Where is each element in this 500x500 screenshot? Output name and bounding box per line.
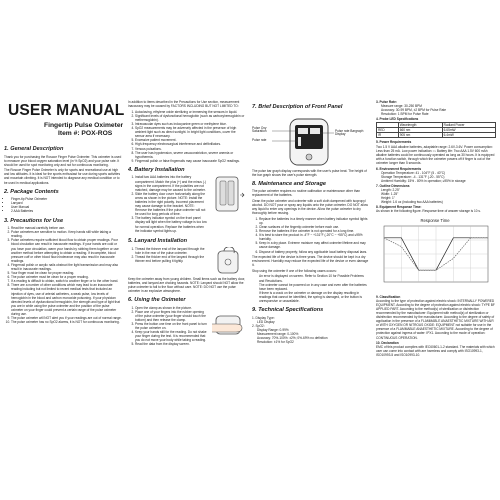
label-bargraph: Pulse rate Bargraph Display <box>335 128 364 137</box>
spec-line: Storage Temperature: -4 - 131°F (-20 - 55°C) <box>381 174 445 179</box>
power-title: 5. Power Requirements <box>376 140 412 145</box>
lanyard-list <box>128 247 207 276</box>
maintenance-paragraph-4: Stop using the oximeter if one of the following cases occurs: <box>252 268 337 273</box>
section-title-maintenance: 8. Maintenance and Storage <box>252 180 326 187</box>
dimensions-title: 7. Outline Dimensions <box>376 183 410 188</box>
maintenance-paragraph-3: The expected life of the device is three years. The device should be kept in a dry environment. Humidity may reduce the expected life of the device or even damage it. <box>252 255 369 268</box>
manual-title: USER MANUAL <box>8 102 125 119</box>
spec-line: Measurement range: 0-100% <box>257 332 299 336</box>
table-header-cell: Radiant Power <box>442 123 495 128</box>
front-panel-figure <box>252 113 370 169</box>
spec-line: Width: 1.25" <box>381 192 399 197</box>
maintenance-list <box>252 217 370 254</box>
maintenance-paragraph-1: The pulse oximeter requires no routine calibration or maintenance other than replacement of the batteries. <box>252 189 361 198</box>
list-item: • An error is displayed on screen. Refer to Section 10 for Possible Problems and Resolutions. <box>259 274 370 282</box>
spec-line: Accuracy: 70%-100%: ±2%; 0%-69% no definition <box>257 336 328 341</box>
list-item: 1. Replace the batteries in a timely manner when battery indicator symbol lights up. <box>259 217 370 225</box>
list-item: • Finger-tip Pulse Oximeter <box>11 197 122 201</box>
list-item: 2. Pulse oximeters are sensitive to motion. Keep hands still while taking a reading. <box>11 230 122 238</box>
precautions-list <box>4 226 122 324</box>
factors-list <box>128 110 246 163</box>
section-title-general: 1. General Description <box>4 146 64 152</box>
column-2 <box>128 100 246 500</box>
product-subtitle: Fingertip Pulse Oximeter <box>44 122 124 129</box>
list-item: 4. SpO2 measurements may be adversely affected in the presence of high ambient light such as direct sunlight. In bright light conditions, cover the sensor area if necessary. <box>135 126 246 138</box>
list-item: 1. Open the clamp as shown in the picture. <box>135 306 207 310</box>
response-time-chart <box>376 216 496 293</box>
list-item: 10. The pulse oximeter has no SpO2 alarms, it is NOT for continuous monitoring. <box>11 320 122 324</box>
spec-line: 2. SpO2: <box>252 323 265 328</box>
table-header-cell: Wavelength <box>398 123 442 128</box>
label-pulse-rate: Pulse rate <box>252 137 267 142</box>
list-item: • If there is a crack on the oximeter or damage on the display resulting in readings that cannot be identified, the spring is damaged, or the button is unresponsive or unavailable. <box>259 291 370 303</box>
list-item: 3. The battery indicator symbol on the front panel display will light when the battery voltage is too low for normal operation. Replace the batteries when the indicator symbol lights up. <box>135 216 207 232</box>
section-title-battery: 4. Battery Installation <box>128 166 185 173</box>
list-item: • User Manual <box>11 205 122 209</box>
list-item: 3. Press the button one time on the front panel to turn the pulse oximeter on. <box>135 322 207 330</box>
column-3 <box>252 100 370 500</box>
package-list <box>4 197 122 213</box>
environment-title: 6. Environment Requirements <box>376 166 422 171</box>
spec-line: LED Display <box>257 319 275 324</box>
response-paragraph: As shown in the following figure. Response time of answer storage is 10 s. <box>376 209 481 214</box>
list-item: 8. The user has hypotension, severe vasoconstriction, severe anemia or hypothermia. <box>135 151 246 159</box>
spec-line: Display Range: 0-99% <box>257 327 289 332</box>
list-item: 9. Fingernail polish or false fingernails may cause inaccurate SpO2 readings. <box>135 159 246 163</box>
spec-line: Length: 2.25" <box>381 188 400 192</box>
table-cell: 6.65mW <box>442 128 495 133</box>
list-item: 5. Excessive patient movement. <box>135 138 246 142</box>
maintenance-paragraph-2: Clean the pulse oximeter and oximeter with a soft cloth dampened with isopropyl alcohol. DO NOT pour or spray any liquids onto the pulse oximeter. DO NOT allow any liquid to enter any openings in the device. Allow the pulse oximeter to dry thoroughly before reusing. <box>252 198 368 216</box>
declaration-title: 10. Declaration <box>376 341 399 346</box>
table-cell: 6.4mW <box>442 133 495 138</box>
list-item: 1. Install two AAA batteries into the battery compartment. Match the plus (+) and the minus (-) signs in the compartment. If the polarities are not matched, damage may be caused to the oximeter. <box>135 175 207 191</box>
section-title-using: 6. Using the Oximeter <box>128 297 186 304</box>
list-item: 6. Dispose of battery properly; follow any applicable local battery disposal laws. <box>259 250 370 254</box>
list-item: 5. Your finger must be clean for proper reading. <box>11 271 122 275</box>
list-item: 8. There are a number of other conditions which may lead to an inaccurate reading including but not limited to recent medical tests that included an injection of dyes, use of arterial catheters, a weak pulse, low levels of hemoglobin in the blood and carbon monoxide poisoning. If your physician directed levels of dysfunctional hemoglobin, the strength and type of light that you are in while using the pulse oximeter and the position of the pulse oximeter on your finger could prevent a certain range of the pulse oximeter during use. <box>11 283 122 316</box>
stop-using-list <box>252 274 370 303</box>
list-item: 3. Remove the batteries if the oximeter is not operated for a long time. <box>259 229 370 233</box>
spec-line: Weight: 1.6 oz (including two AAA batteries) <box>381 200 443 205</box>
led-spec-title: 4. Probe LED Specifications <box>376 117 419 122</box>
list-item: 3. Pulse oximeters require sufficient blood flow to obtain proper readings. Poor blood circulation can result in inaccurate readings. If your hands are cold or you have poor circulation, warm your hands by rubbing them together or use another method before attempting to obtain a reading. If incomplete, blood pressure cuff or other blood flow-hinderance may also result in inaccurate readings. <box>11 238 122 263</box>
list-item: 2. Clean surfaces of the fingertip oximeter before each use. <box>259 225 370 229</box>
list-item: 4. Fingernail polish or acrylic nails obstruct the light transmission and may also result in inaccurate readings. <box>11 263 122 271</box>
general-paragraph-2: The Roscoe Finger Pulse Oximeter is only for sports and recreational use at high and low altitudes. It is ideal for the sports enthusiast for use during sports activities and mountain climbing. It is NOT intended to diagnose any medical condition or to be used in medical applications. <box>4 168 121 185</box>
list-item: 1. Autoclaving, ethylene oxide sterilizing or immersing the sensors in liquid. <box>135 110 246 114</box>
response-title: 8. Equipment Response Time: <box>376 205 422 210</box>
column-4 <box>376 100 496 500</box>
pulse-rate-title: 3. Pulse Rate: <box>376 100 397 104</box>
front-panel-caption: The pulse bar graph display corresponds with the user's pulse beat. The height of the bar graph shows the user's pulse strength. <box>252 168 367 177</box>
spec-line: Accuracy: 30-99 BPM, ±2 BPM for Pulse Rate <box>381 108 446 113</box>
spec-line: 1. Display Type: <box>252 315 275 320</box>
list-item: 2. Thread the thicker end of the lanyard through the thinner end before pulling it tightly. <box>135 255 207 263</box>
spec-line: Ambient Humidity: 15% - 80% in operation; ≤95% in storage <box>381 178 466 183</box>
response-time-chart-svg <box>376 216 494 288</box>
declaration-paragraph: EMC of this product complies with IEC60601-1-2 standard. The materials with which user can come into contact with are harmless and comply with ISO10993-1, ISO10993-5 and ISO10993-10. <box>376 345 495 358</box>
finger-in-oximeter-illustration <box>210 306 246 342</box>
battery-list <box>128 175 207 232</box>
list-item: 1. Thread the thinner end of the lanyard through the hole in the rear of the pulse oximeter. <box>135 247 207 255</box>
list-item: 6. High-frequency electrosurgical interference and defibrillators. <box>135 142 246 146</box>
section-title-package: 2. Package Contents <box>4 188 59 195</box>
general-paragraph-1: Thank you for purchasing the Roscoe Finger Pulse Oximeter. This oximeter is used to measure your blood oxygen saturation level (in % SpO2) and your pulse rate. It should be used for spot monitoring only and not for continuous monitoring. <box>4 154 122 167</box>
battery-compartment-illustration <box>210 175 246 213</box>
list-item: 1. Read the manual carefully before use. <box>11 226 122 230</box>
section-title-tech-specs: 9. Technical Specifications <box>252 307 324 314</box>
using-list <box>128 306 207 347</box>
spec-line: Resolution: 1 BPM for Pulse Rate <box>381 112 429 117</box>
list-item: 5. Keep in a dry place. Extreme moisture may affect oximeter lifetime and may cause damage. <box>259 241 370 249</box>
chart-title: Response Time <box>420 217 450 223</box>
column-1 <box>4 142 122 326</box>
classification-paragraph: According to the type of protection against electric shock: INTERNALLY POWERED EQUIPMENT. According to the degree of protection against electric shock: TYPE BF APPLIED PART. According to the method(s) of sterilization or disinfection recommended by the manufacturer: Equipment with method(s) of sterilization or disinfection recommended by the manufacturer. According to the degree of safety of application in the presence of a FLAMMABLE ANAESTHETIC MIXTURE WITH AIR or WITH OXYGEN OR NITROUS OXIDE: EQUIPMENT not suitable for use in the presence of a FLAMMABLE ANAESTHETIC MIXTURE. According to the degree of protection against ingress of water: IPX1. According to the mode of operation: CONTINUOUS OPERATION. <box>376 298 495 340</box>
list-item: 6. The pulse oximeter must be clean for a proper reading. <box>11 275 122 279</box>
item-number: Item #: POX-ROS <box>58 130 113 137</box>
list-item: • 2 AAA Batteries <box>11 209 122 213</box>
safety-note: Keep the oximeter away from young children. Small items such as the battery door, batteries, and lanyard are choking hazards. NOTE: Lanyard should NOT allow the pulse oximeter to fall to the floor without care. NOTE: DO NOT use the pulse oximeter in an explosive atmosphere. <box>128 276 246 293</box>
section-title-lanyard: 5. Lanyard Installation <box>128 238 188 245</box>
section-title-precautions: 3. Precautions for Use <box>4 217 64 224</box>
list-item: 2. Place one of your fingers into the rubber opening of the pulse oximeter (your finger should touch the bottom) and then release the clamp. <box>135 310 207 322</box>
factors-intro: In addition to items described in the Precautions for Use section, measurement inaccuracy may be caused by FACTORS INCLUDING BUT NOT LIMITED TO: <box>128 100 240 109</box>
list-item: 4. Keep your hands still for the reading. Do not shake your finger during the test. It is recommended that you do not move your body while taking a reading. <box>135 330 207 342</box>
spec-line: Measure range: 30-250 BPM <box>381 104 422 109</box>
list-item: 2. Significant levels of dysfunctional hemoglobin (such as carboxyhemoglobin or methemoglobin). <box>135 114 246 122</box>
list-item: • Lanyard <box>11 201 122 205</box>
list-item: 5. Read the data from the display screen. <box>135 342 207 346</box>
list-item: 7. If a reading is difficult to obtain, switch to another finger or to the other hand. <box>11 279 122 283</box>
table-cell: RED <box>377 128 399 133</box>
section-title-front-panel: 7. Brief Description of Front Panel <box>252 104 343 110</box>
list-item: 7. Venous pulsations. <box>135 147 246 151</box>
table-cell: 660 nm <box>398 128 442 133</box>
spec-line: Operation Temperature: 41 - 104°F (5 - 40°C) <box>381 170 446 175</box>
table-cell: IR <box>377 133 399 138</box>
spec-line: Height: 1" <box>381 196 395 201</box>
label-pulse-oxy-saturation: Pulse Oxy Saturation <box>252 125 267 134</box>
table-cell: 905 nm <box>398 133 442 138</box>
classification-title: 9. Classification <box>376 294 401 299</box>
list-item: 2. Slide the battery door cover horizontally along the arrow as shown in the picture. NOTE: install the batteries in the right polarity. Incorrect placement may cause damage to the bracket. NOTE: Remove the batteries if the pulse oximeter will not be used for long periods of time. <box>135 192 207 217</box>
list-item: 4. It is best to store the product in -4°F ~ +131°F (-20°C ~ +55°C) and ≤95% humidity. <box>259 233 370 241</box>
spec-line: Resolution: ±1% for SpO2 <box>257 340 294 345</box>
lanyard-illustration <box>210 247 246 277</box>
list-item: 3. Intravascular dyes such as indocyanine green or methylene blue. <box>135 122 246 126</box>
power-paragraph: Two 1.5 V AAA alkaline batteries, adaptable range: 2.6V-3.6V. Power consumption: Less than 25 mA. Low power indication: □. Battery life: Two AAA 1.5V 600 mAh alkaline batteries could be continuously operated as long as 30 hours. It is equipped with a function switch, through which the oximeter powers off if finger is out of the oximeter longer than 5 seconds. <box>376 144 495 165</box>
list-item: 9. The pulse oximeter will NOT alert you if your readings are out of normal range. <box>11 316 122 320</box>
led-spec-table <box>376 122 496 138</box>
list-item: • The oximeter cannot be powered on in any case and even after the batteries have been replaced. <box>259 283 370 291</box>
table-row <box>377 133 496 138</box>
